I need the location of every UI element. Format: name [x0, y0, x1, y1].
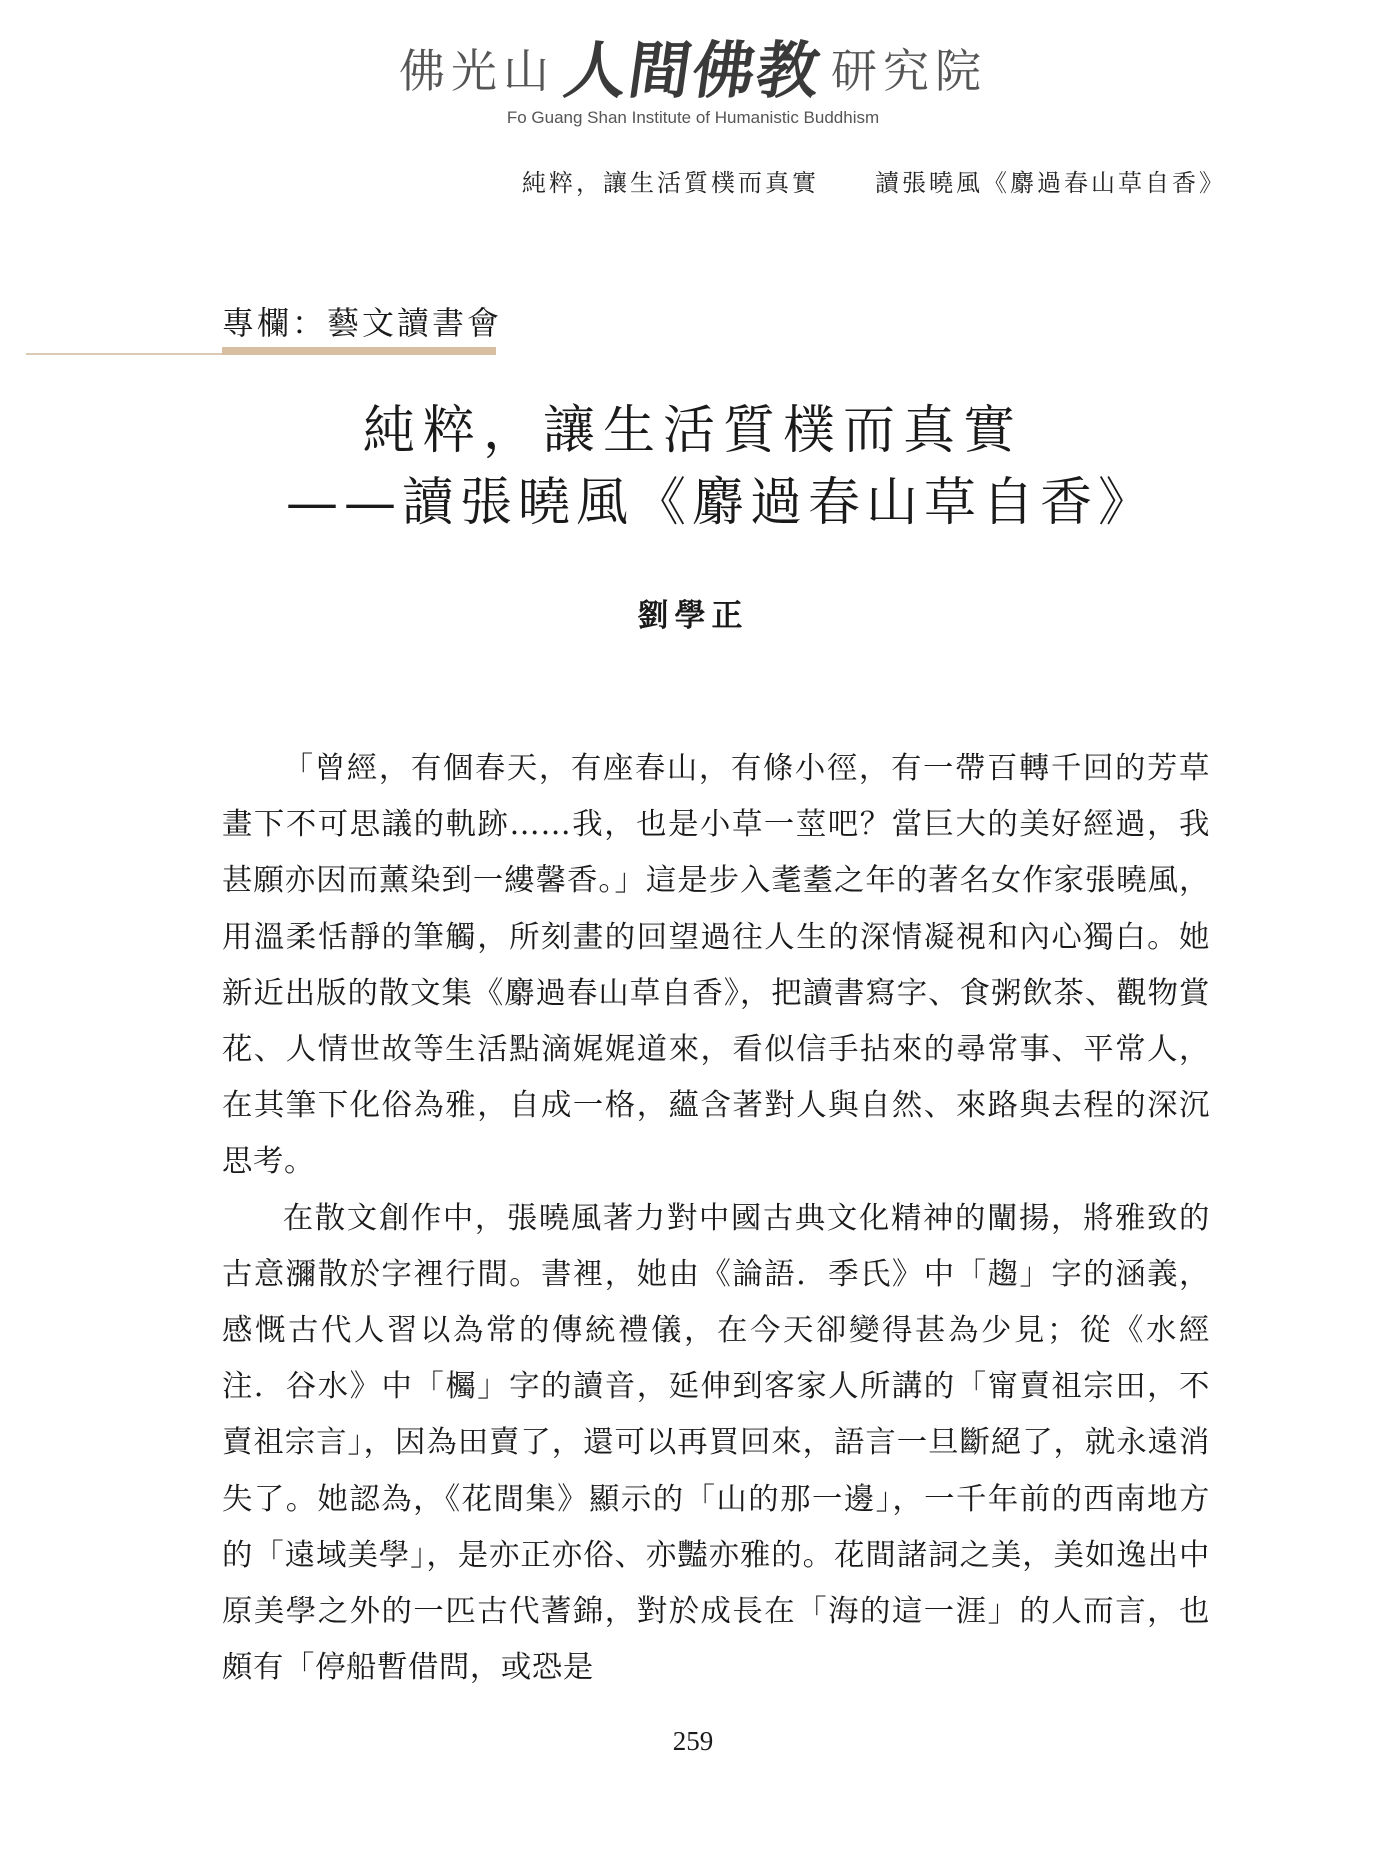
article-body: [222, 741, 1210, 1696]
running-head-title: 純粹，讓生活質樸而真實: [522, 169, 819, 197]
institute-logo: [0, 36, 1386, 106]
logo-right-text: 研究院: [831, 44, 987, 98]
running-head: [522, 163, 1226, 198]
page-number: 259: [672, 1726, 714, 1756]
body-paragraph-2: 在散文創作中，張曉風著力對中國古典文化精神的闡揚，將雅致的古意瀰散於字裡行間。書裡，她由《論語．季氏》中「趨」字的涵義，感慨古代人習以為常的傳統禮儀，在今天卻變得甚為少見；從《水經注．谷水》中「欘」字的讀音，延伸到客家人所講的「甯賣祖宗田，不賣祖宗言」，因為田賣了，還可以再買回來，語言一旦斷絕了，就永遠消失了。她認為，《花間集》顯示的「山的那一邊」，一千年前的西南地方的「遠域美學」，是亦正亦俗、亦豔亦雅的。花間諸詞之美，美如逸出中原美學之外的一匹古代蓍錦，對於成長在「海的這一涯」的人而言，也頗有「停船暫借問，或恐是: [222, 1200, 1210, 1686]
logo-left-text: 佛光山: [398, 44, 555, 98]
article-title: 純粹，讓生活質樸而真實: [362, 401, 1023, 461]
article-subtitle: ——讀張曉風《麝過春山草自香》: [286, 473, 1157, 533]
body-paragraph-1: 「曾經，有個春天，有座春山，有條小徑，有一帶百轉千回的芳草畫下不可思議的軌跡……我，也是小草一莖吧？當巨大的美好經過，我甚願亦因而薰染到一縷馨香。」這是步入耄耋之年的著名女作家張曉風，用溫柔恬靜的筆觸，所刻畫的回望過往人生的深情凝視和內心獨白。她新近出版的散文集《麝過春山草自香》，把讀書寫字、食粥飲茶、觀物賞花、人情世故等生活點滴娓娓道來，看似信手拈來的尋常事、平常人，在其筆下化俗為雅，自成一格，蘊含著對人與自然、來路與去程的深沉思考。: [222, 751, 1210, 1180]
column-label: 專欄：藝文讀書會: [222, 304, 503, 342]
institute-masthead: [0, 36, 1386, 128]
column-label-underline: [222, 347, 496, 355]
logo-english-name: Fo Guang Shan Institute of Humanistic Buddhism: [506, 108, 880, 127]
running-head-subtitle: 讀張曉風《麝過春山草自香》: [875, 169, 1226, 197]
logo-brush-calligraphy: 人間佛教: [559, 34, 827, 107]
article-author: 劉學正: [637, 598, 749, 634]
